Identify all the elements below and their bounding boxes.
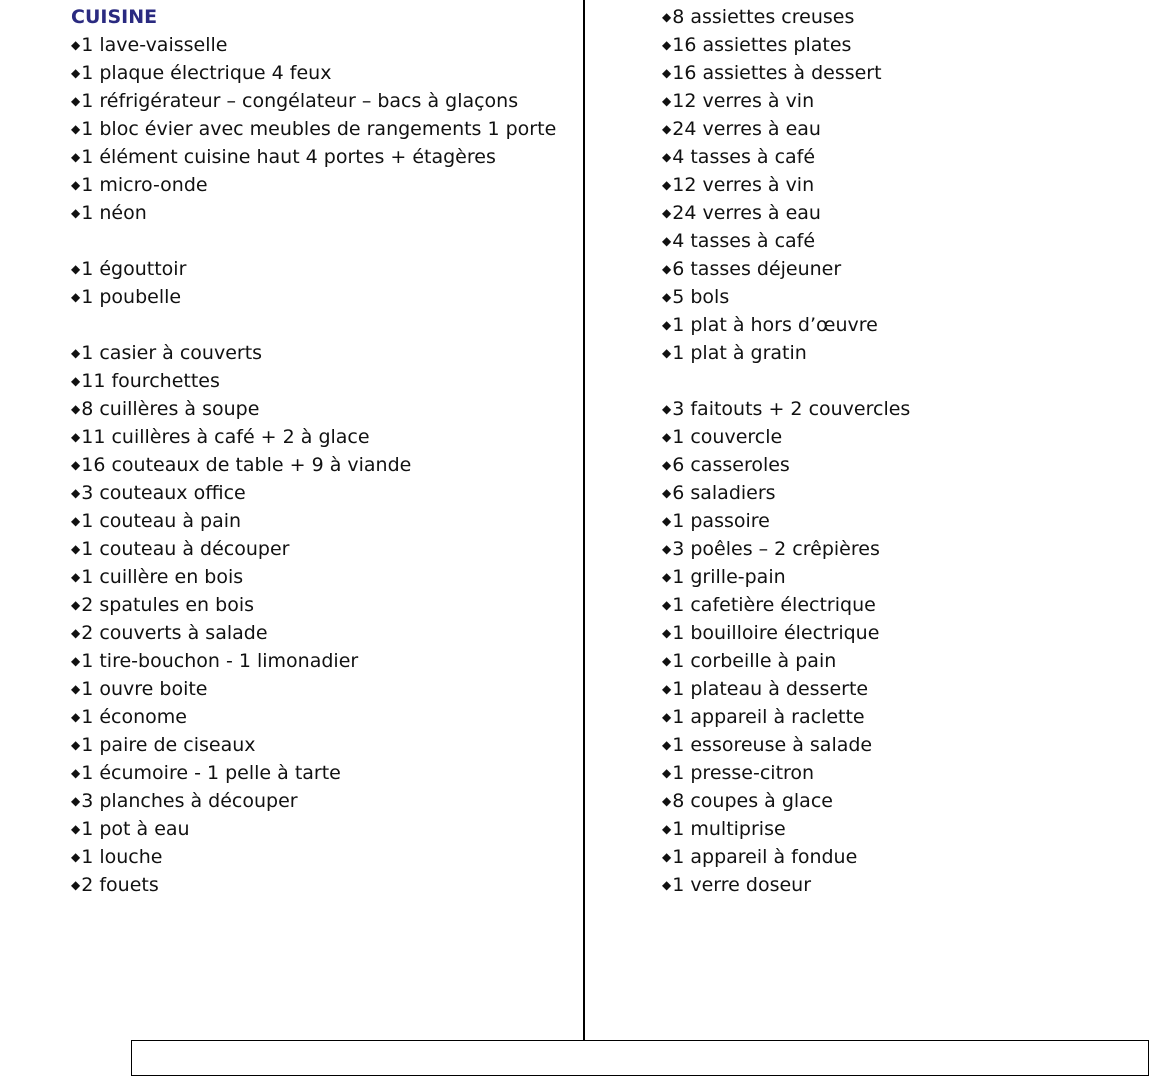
list-item: ◆3 couteaux office: [71, 479, 556, 507]
list-item: ◆1 écumoire - 1 pelle à tarte: [71, 759, 556, 787]
list-item: ◆1 tire-bouchon - 1 limonadier: [71, 647, 556, 675]
list-item: ◆1 réfrigérateur – congélateur – bacs à glaçons: [71, 87, 556, 115]
list-item: ◆1 presse-citron: [662, 759, 910, 787]
list-item: ◆1 bouilloire électrique: [662, 619, 910, 647]
bullet-icon: ◆: [662, 458, 672, 472]
list-item: ◆3 faitouts + 2 couvercles: [662, 395, 910, 423]
footer-frame: [131, 1040, 1149, 1076]
list-item: ◆11 fourchettes: [71, 367, 556, 395]
bullet-icon: ◆: [662, 290, 672, 304]
list-item: ◆24 verres à eau: [662, 115, 910, 143]
bullet-icon: ◆: [662, 710, 672, 724]
bullet-icon: ◆: [71, 486, 81, 500]
list-item: ◆1 économe: [71, 703, 556, 731]
bullet-icon: ◆: [662, 94, 672, 108]
bullet-icon: ◆: [662, 430, 672, 444]
list-item: ◆1 micro-onde: [71, 171, 556, 199]
list-item: ◆16 couteaux de table + 9 à viande: [71, 451, 556, 479]
bullet-icon: ◆: [71, 122, 81, 136]
list-item: ◆1 bloc évier avec meubles de rangements 1 porte: [71, 115, 556, 143]
bullet-icon: ◆: [71, 794, 81, 808]
list-item: ◆4 tasses à café: [662, 143, 910, 171]
bullet-icon: ◆: [662, 10, 672, 24]
bullet-icon: ◆: [662, 738, 672, 752]
list-item: ◆2 couverts à salade: [71, 619, 556, 647]
list-item: ◆1 paire de ciseaux: [71, 731, 556, 759]
list-item: ◆1 plat à gratin: [662, 339, 910, 367]
list-item: ◆2 fouets: [71, 871, 556, 899]
bullet-icon: ◆: [662, 626, 672, 640]
bullet-icon: ◆: [71, 38, 81, 52]
bullet-icon: ◆: [71, 822, 81, 836]
list-item: ◆1 poubelle: [71, 283, 556, 311]
list-item: ◆11 cuillères à café + 2 à glace: [71, 423, 556, 451]
list-item: ◆1 cuillère en bois: [71, 563, 556, 591]
list-item: ◆1 couteau à pain: [71, 507, 556, 535]
bullet-icon: ◆: [71, 682, 81, 696]
right-column: [662, 3, 910, 899]
bullet-icon: ◆: [662, 318, 672, 332]
list-item: ◆1 couvercle: [662, 423, 910, 451]
list-item: ◆1 plateau à desserte: [662, 675, 910, 703]
bullet-icon: ◆: [662, 402, 672, 416]
list-item: ◆8 coupes à glace: [662, 787, 910, 815]
list-item: ◆16 assiettes plates: [662, 31, 910, 59]
bullet-icon: ◆: [71, 514, 81, 528]
list-item: ◆1 élément cuisine haut 4 portes + étagères: [71, 143, 556, 171]
bullet-icon: ◆: [71, 570, 81, 584]
bullet-icon: ◆: [71, 850, 81, 864]
bullet-icon: ◆: [662, 346, 672, 360]
bullet-icon: ◆: [662, 206, 672, 220]
bullet-icon: ◆: [71, 66, 81, 80]
bullet-icon: ◆: [71, 542, 81, 556]
list-item: ◆4 tasses à café: [662, 227, 910, 255]
list-item: ◆6 casseroles: [662, 451, 910, 479]
bullet-icon: ◆: [71, 346, 81, 360]
list-item: ◆1 louche: [71, 843, 556, 871]
bullet-icon: ◆: [71, 766, 81, 780]
bullet-icon: ◆: [71, 402, 81, 416]
bullet-icon: ◆: [662, 850, 672, 864]
list-item: ◆1 plat à hors d’œuvre: [662, 311, 910, 339]
bullet-icon: ◆: [71, 262, 81, 276]
list-item: ◆1 néon: [71, 199, 556, 227]
list-item: ◆1 pot à eau: [71, 815, 556, 843]
list-item: ◆12 verres à vin: [662, 171, 910, 199]
bullet-icon: ◆: [662, 570, 672, 584]
list-item: ◆5 bols: [662, 283, 910, 311]
list-item: ◆1 plaque électrique 4 feux: [71, 59, 556, 87]
list-item: ◆3 planches à découper: [71, 787, 556, 815]
bullet-icon: ◆: [71, 626, 81, 640]
bullet-icon: ◆: [662, 150, 672, 164]
bullet-icon: ◆: [71, 458, 81, 472]
bullet-icon: ◆: [71, 430, 81, 444]
bullet-icon: ◆: [662, 262, 672, 276]
bullet-icon: ◆: [71, 710, 81, 724]
column-divider: [583, 0, 585, 1041]
bullet-icon: ◆: [662, 822, 672, 836]
list-item: ◆1 lave-vaisselle: [71, 31, 556, 59]
bullet-icon: ◆: [71, 178, 81, 192]
bullet-icon: ◆: [71, 150, 81, 164]
section-heading: CUISINE: [71, 6, 158, 28]
list-item: ◆1 couteau à découper: [71, 535, 556, 563]
list-item: ◆1 égouttoir: [71, 255, 556, 283]
list-item: ◆1 passoire: [662, 507, 910, 535]
bullet-icon: ◆: [662, 794, 672, 808]
list-item: ◆12 verres à vin: [662, 87, 910, 115]
bullet-icon: ◆: [662, 38, 672, 52]
list-item: ◆6 tasses déjeuner: [662, 255, 910, 283]
list-item: ◆1 corbeille à pain: [662, 647, 910, 675]
list-item: ◆8 cuillères à soupe: [71, 395, 556, 423]
list-item: ◆24 verres à eau: [662, 199, 910, 227]
bullet-icon: ◆: [662, 682, 672, 696]
list-item: ◆1 cafetière électrique: [662, 591, 910, 619]
bullet-icon: ◆: [71, 206, 81, 220]
list-item: ◆1 multiprise: [662, 815, 910, 843]
list-item: ◆1 casier à couverts: [71, 339, 556, 367]
bullet-icon: ◆: [662, 486, 672, 500]
list-item: ◆3 poêles – 2 crêpières: [662, 535, 910, 563]
left-column: [71, 3, 556, 899]
bullet-icon: ◆: [662, 542, 672, 556]
bullet-icon: ◆: [662, 878, 672, 892]
bullet-icon: ◆: [662, 178, 672, 192]
bullet-icon: ◆: [662, 598, 672, 612]
list-item: ◆16 assiettes à dessert: [662, 59, 910, 87]
bullet-icon: ◆: [71, 94, 81, 108]
list-item: ◆1 appareil à raclette: [662, 703, 910, 731]
list-item: ◆2 spatules en bois: [71, 591, 556, 619]
bullet-icon: ◆: [662, 122, 672, 136]
bullet-icon: ◆: [71, 374, 81, 388]
bullet-icon: ◆: [71, 598, 81, 612]
list-item: ◆1 ouvre boite: [71, 675, 556, 703]
bullet-icon: ◆: [662, 66, 672, 80]
bullet-icon: ◆: [71, 654, 81, 668]
list-item: ◆1 verre doseur: [662, 871, 910, 899]
list-item: ◆1 appareil à fondue: [662, 843, 910, 871]
bullet-icon: ◆: [662, 654, 672, 668]
list-item: ◆1 essoreuse à salade: [662, 731, 910, 759]
bullet-icon: ◆: [71, 738, 81, 752]
bullet-icon: ◆: [662, 234, 672, 248]
bullet-icon: ◆: [662, 514, 672, 528]
bullet-icon: ◆: [71, 878, 81, 892]
bullet-icon: ◆: [662, 766, 672, 780]
list-item: ◆1 grille-pain: [662, 563, 910, 591]
bullet-icon: ◆: [71, 290, 81, 304]
list-item: ◆8 assiettes creuses: [662, 3, 910, 31]
list-item: ◆6 saladiers: [662, 479, 910, 507]
